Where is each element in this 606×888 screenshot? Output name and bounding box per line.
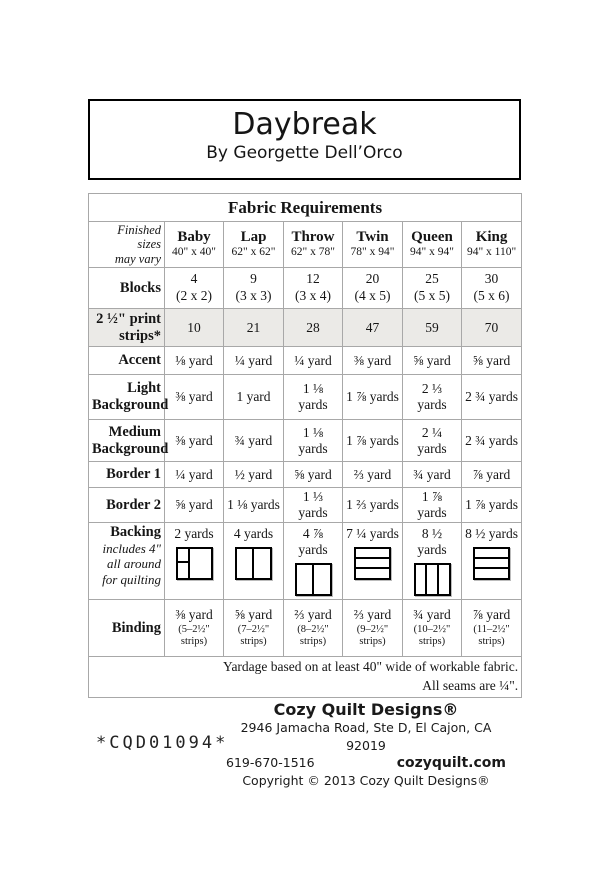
backing-seam-diagram bbox=[235, 547, 272, 580]
column-header-throw: Throw 62" x 78" bbox=[284, 222, 343, 268]
border2-row-label: Border 2 bbox=[89, 488, 165, 523]
backing-label-text: Backing bbox=[110, 524, 161, 541]
backing-row bbox=[89, 523, 522, 600]
border2-queen: 1 ⅞ yards bbox=[403, 488, 462, 523]
strips-baby: 10 bbox=[165, 309, 224, 347]
strips-lap: 21 bbox=[224, 309, 284, 347]
blocks-baby: 4 (2 x 2) bbox=[165, 268, 224, 309]
backing-queen: 8 ½ yards bbox=[403, 523, 462, 600]
corner-note bbox=[89, 222, 165, 268]
accent-twin: ⅜ yard bbox=[343, 347, 403, 375]
fabric-requirements-table bbox=[88, 193, 522, 698]
backing-note: includes 4" all around for quilting bbox=[102, 540, 161, 587]
pattern-title: Daybreak bbox=[232, 107, 377, 142]
pattern-title-box bbox=[88, 99, 521, 180]
table-title: Fabric Requirements bbox=[89, 194, 522, 222]
medium-bg-queen: 2 ¼ yards bbox=[403, 420, 462, 462]
accent-row-label: Accent bbox=[89, 347, 165, 375]
blocks-throw: 12 (3 x 4) bbox=[284, 268, 343, 309]
accent-lap: ¼ yard bbox=[224, 347, 284, 375]
blocks-king: 30 (5 x 6) bbox=[462, 268, 522, 309]
border2-throw: 1 ⅓ yards bbox=[284, 488, 343, 523]
table-footnote-row bbox=[89, 657, 522, 698]
print-strips-row-label: 2 ½" print strips* bbox=[89, 309, 165, 347]
border2-king: 1 ⅞ yards bbox=[462, 488, 522, 523]
backing-row-label bbox=[89, 523, 165, 600]
border2-twin: 1 ⅔ yards bbox=[343, 488, 403, 523]
light-background-row bbox=[89, 375, 522, 420]
strips-twin: 47 bbox=[343, 309, 403, 347]
backing-seam-diagram bbox=[295, 563, 332, 596]
light-bg-lap: 1 yard bbox=[224, 375, 284, 420]
publisher-brand: Cozy Quilt Designs® bbox=[273, 700, 459, 719]
border1-throw: ⅝ yard bbox=[284, 462, 343, 488]
column-header-baby: Baby 40" x 40" bbox=[165, 222, 224, 268]
backing-seam-diagram bbox=[473, 547, 510, 580]
medium-bg-king: 2 ¾ yards bbox=[462, 420, 522, 462]
publisher-block bbox=[224, 700, 508, 791]
accent-king: ⅝ yard bbox=[462, 347, 522, 375]
column-header-queen: Queen 94" x 94" bbox=[403, 222, 462, 268]
backing-twin: 7 ¼ yards bbox=[343, 523, 403, 600]
blocks-queen: 25 (5 x 5) bbox=[403, 268, 462, 309]
binding-twin: ⅔ yard (9–2½" strips) bbox=[343, 600, 403, 657]
medium-bg-twin: 1 ⅞ yards bbox=[343, 420, 403, 462]
medium-bg-lap: ¾ yard bbox=[224, 420, 284, 462]
strips-king: 70 bbox=[462, 309, 522, 347]
border1-queen: ¾ yard bbox=[403, 462, 462, 488]
backing-king: 8 ½ yards bbox=[462, 523, 522, 600]
backing-seam-diagram bbox=[176, 547, 213, 580]
pattern-byline: By Georgette Dell’Orco bbox=[206, 143, 403, 163]
border1-baby: ¼ yard bbox=[165, 462, 224, 488]
corner-note-line1: Finished sizes bbox=[117, 223, 161, 252]
medium-background-row bbox=[89, 420, 522, 462]
blocks-row-label: Blocks bbox=[89, 268, 165, 309]
light-bg-throw: 1 ⅛ yards bbox=[284, 375, 343, 420]
border2-lap: 1 ⅛ yards bbox=[224, 488, 284, 523]
publisher-contact-row bbox=[224, 754, 508, 772]
binding-queen: ¾ yard (10–2½" strips) bbox=[403, 600, 462, 657]
table-footnote bbox=[89, 657, 522, 698]
strips-queen: 59 bbox=[403, 309, 462, 347]
print-strips-row bbox=[89, 309, 522, 347]
border2-row bbox=[89, 488, 522, 523]
accent-queen: ⅝ yard bbox=[403, 347, 462, 375]
publisher-phone: 619-670-1516 bbox=[226, 755, 315, 771]
medium-bg-baby: ⅜ yard bbox=[165, 420, 224, 462]
blocks-row bbox=[89, 268, 522, 309]
backing-throw: 4 ⅞ yards bbox=[284, 523, 343, 600]
binding-row-label: Binding bbox=[89, 600, 165, 657]
border1-row-label: Border 1 bbox=[89, 462, 165, 488]
size-header-row bbox=[89, 222, 522, 268]
publisher-website: cozyquilt.com bbox=[396, 755, 506, 772]
table-title-row bbox=[89, 194, 522, 222]
footnote-line1: Yardage based on at least 40" wide of workable fabric. bbox=[223, 659, 519, 675]
border1-king: ⅞ yard bbox=[462, 462, 522, 488]
copyright-line: Copyright © 2013 Cozy Quilt Designs® bbox=[242, 773, 490, 789]
accent-baby: ⅛ yard bbox=[165, 347, 224, 375]
light-background-row-label: Light Background bbox=[89, 375, 165, 420]
strips-throw: 28 bbox=[284, 309, 343, 347]
light-bg-twin: 1 ⅞ yards bbox=[343, 375, 403, 420]
blocks-lap: 9 (3 x 3) bbox=[224, 268, 284, 309]
backing-seam-diagram bbox=[354, 547, 391, 580]
light-bg-baby: ⅜ yard bbox=[165, 375, 224, 420]
backing-baby: 2 yards bbox=[165, 523, 224, 600]
blocks-twin: 20 (4 x 5) bbox=[343, 268, 403, 309]
light-bg-king: 2 ¾ yards bbox=[462, 375, 522, 420]
border2-baby: ⅝ yard bbox=[165, 488, 224, 523]
backing-lap: 4 yards bbox=[224, 523, 284, 600]
medium-background-row-label: Medium Background bbox=[89, 420, 165, 462]
backing-seam-diagram bbox=[414, 563, 451, 596]
column-header-twin: Twin 78" x 94" bbox=[343, 222, 403, 268]
binding-king: ⅞ yard (11–2½" strips) bbox=[462, 600, 522, 657]
publisher-address: 2946 Jamacha Road, Ste D, El Cajon, CA 92019 bbox=[240, 720, 492, 753]
accent-row bbox=[89, 347, 522, 375]
binding-throw: ⅔ yard (8–2½" strips) bbox=[284, 600, 343, 657]
binding-lap: ⅝ yard (7–2½" strips) bbox=[224, 600, 284, 657]
footnote-line2: All seams are ¼". bbox=[422, 678, 519, 694]
column-header-king: King 94" x 110" bbox=[462, 222, 522, 268]
border1-twin: ⅔ yard bbox=[343, 462, 403, 488]
border1-lap: ½ yard bbox=[224, 462, 284, 488]
product-code: *CQD01094* bbox=[96, 733, 229, 753]
accent-throw: ¼ yard bbox=[284, 347, 343, 375]
binding-row bbox=[89, 600, 522, 657]
column-header-lap: Lap 62" x 62" bbox=[224, 222, 284, 268]
light-bg-queen: 2 ⅓ yards bbox=[403, 375, 462, 420]
border1-row bbox=[89, 462, 522, 488]
corner-note-line2: may vary bbox=[114, 251, 161, 266]
binding-baby: ⅜ yard (5–2½" strips) bbox=[165, 600, 224, 657]
medium-bg-throw: 1 ⅛ yards bbox=[284, 420, 343, 462]
